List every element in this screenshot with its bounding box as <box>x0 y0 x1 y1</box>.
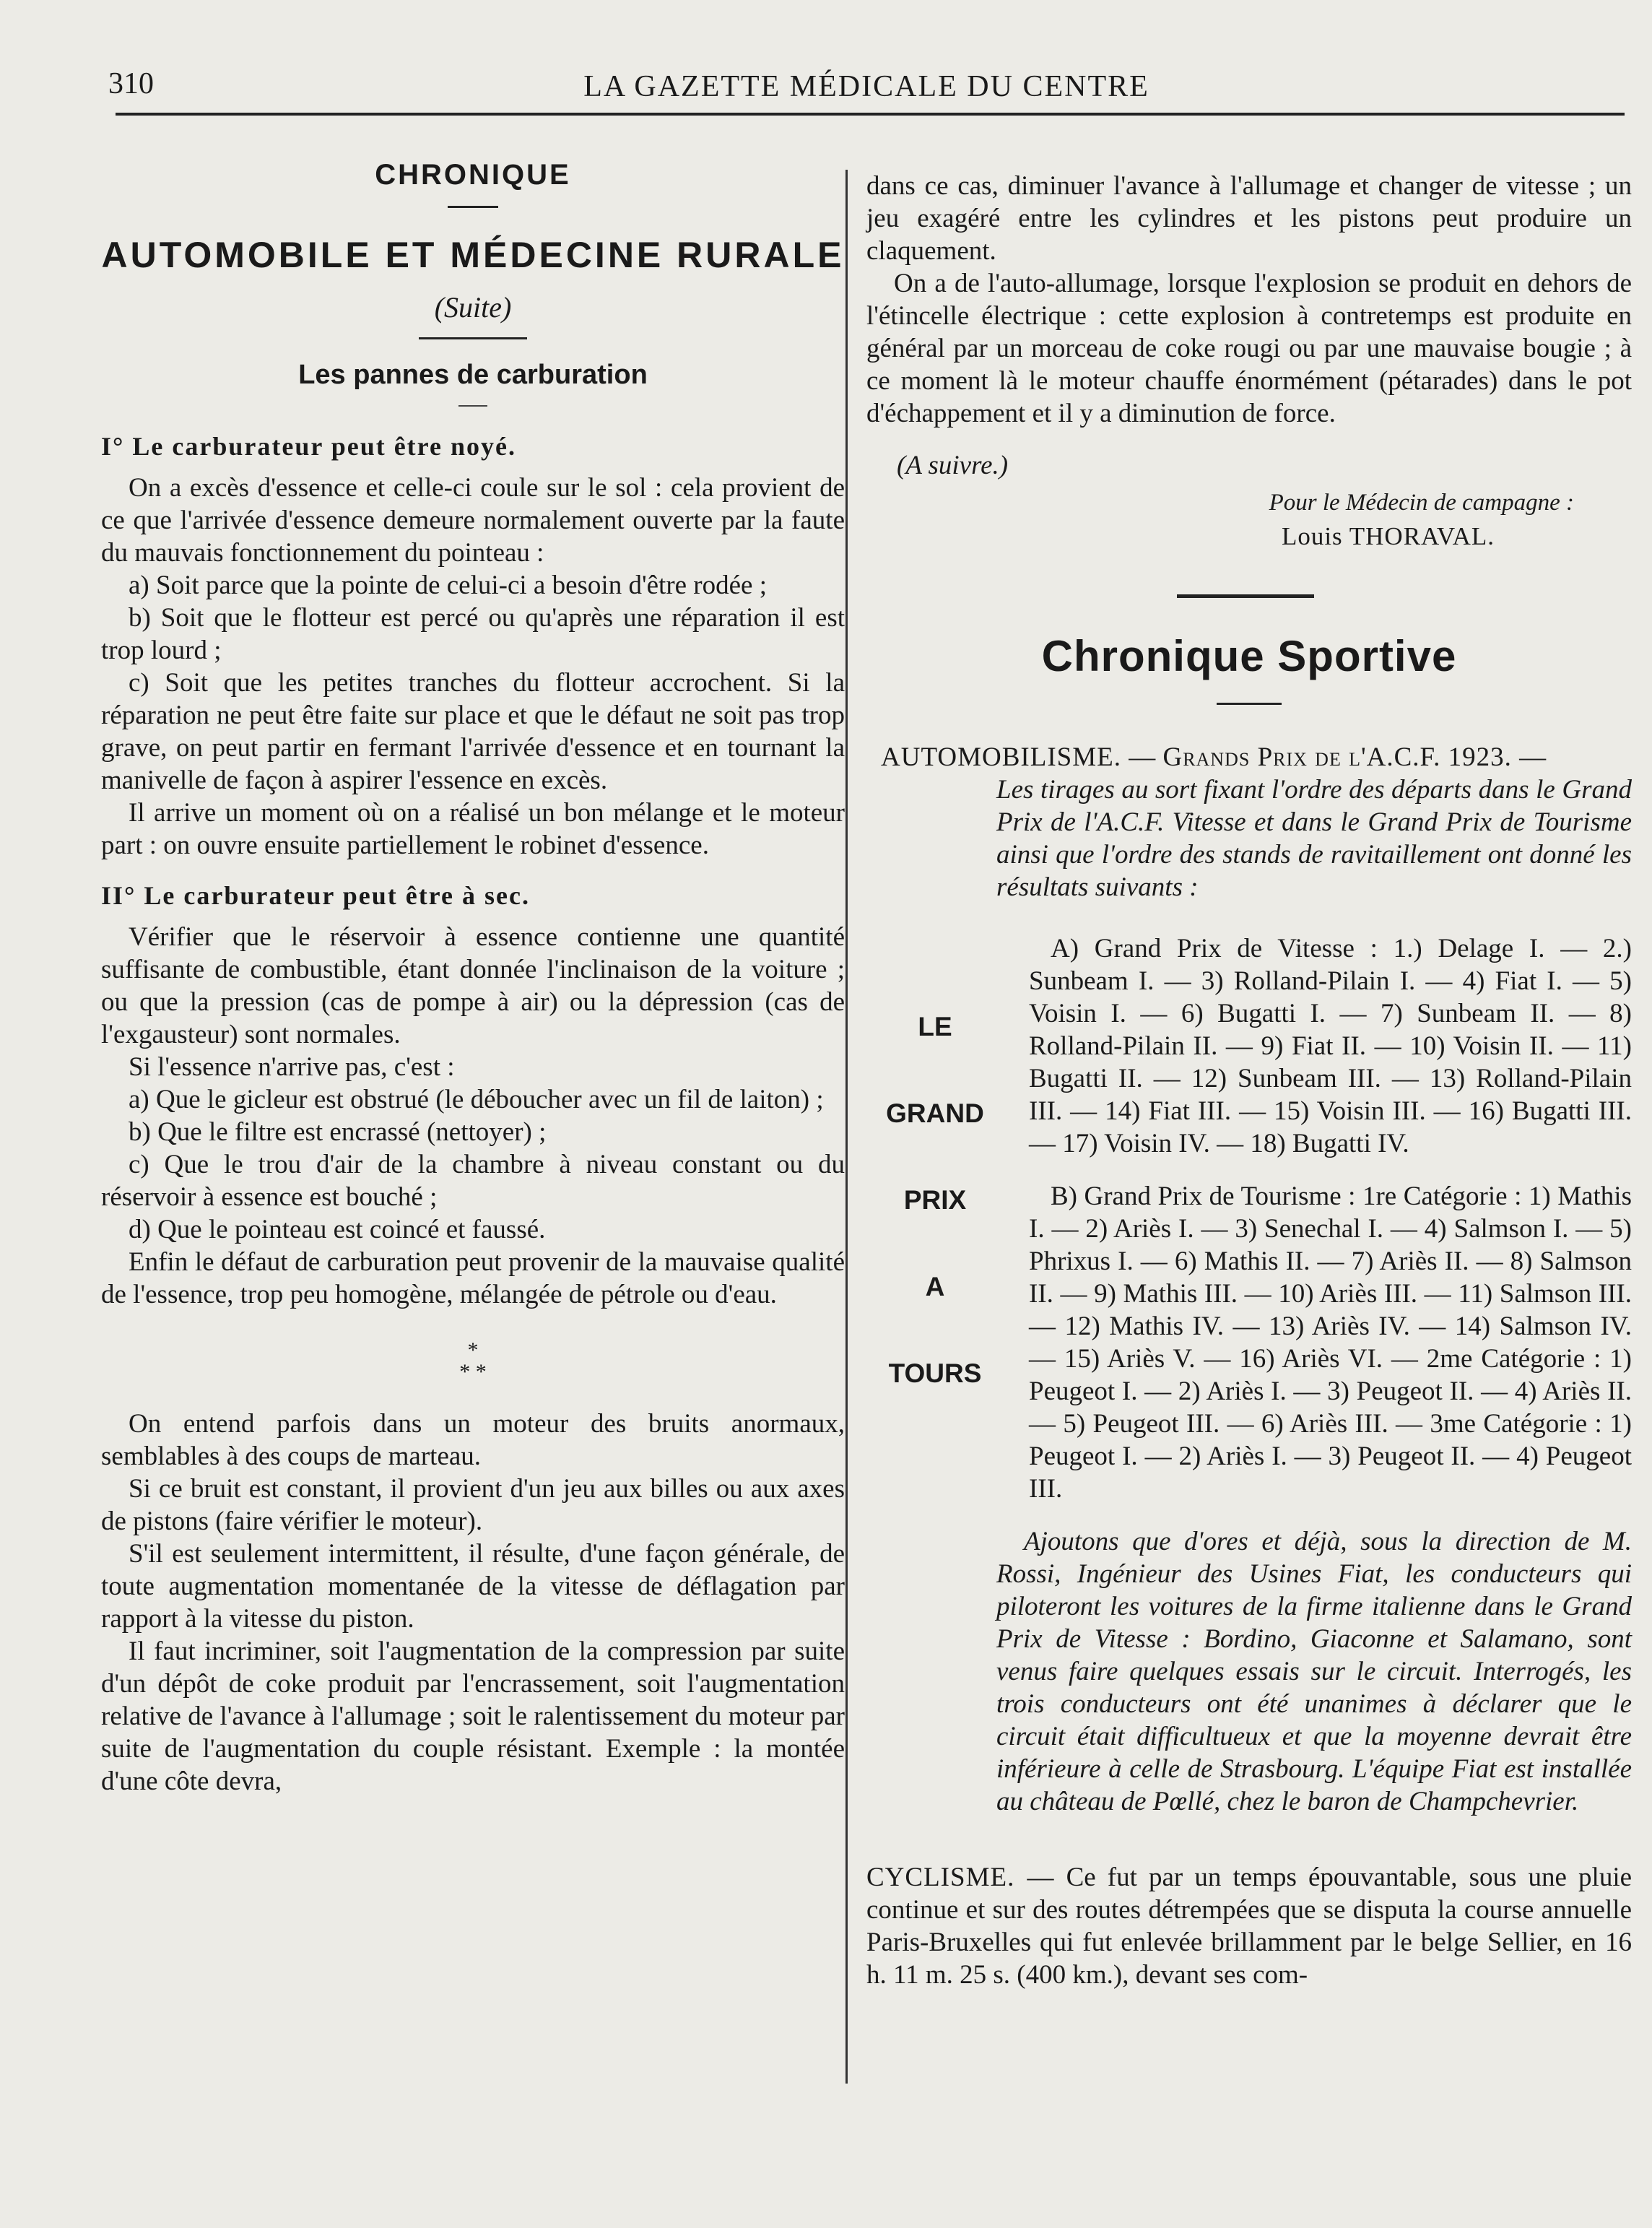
signature-name: Louis THORAVAL. <box>1281 522 1495 550</box>
section-separator <box>101 1340 845 1383</box>
paragraph: On a excès d'essence et celle-ci coule sur le sol : cela provient de ce que l'arrivée d'essence demeure normalement ouverte par la faute du mauvais fonctionnement du pointeau : <box>101 473 845 568</box>
rubric-label: CYCLISME. — <box>866 1863 1055 1892</box>
side-label-word: A <box>925 1272 945 1301</box>
column-divider <box>845 170 848 2084</box>
paragraph: dans ce cas, diminuer l'avance à l'allumage et changer de vitesse ; un jeu exagéré entre les cylindres et les pistons peut produire un claquement. <box>866 171 1632 266</box>
automobilisme-rubric <box>881 741 1632 773</box>
results-tourisme: B) Grand Prix de Tourisme : 1re Catégorie : 1) Mathis I. — 2) Ariès I. — 3) Senechal I. — 4) Salmson I. — 5) Phrixus I. — 6) Mathis II. — 7) Ariès II. — 8) Salmson II. — 9) Mathis III. — 10) Ariès III. — 11) Salmson III. — 12) Mathis IV. — 13) Ariès IV. — 14) Salmson IV. — 15) Ariès V. — 16) Ariès VI. — 2me Catégorie : 1) Peugeot I. — 2) Ariès I. — 3) Peugeot II. — 4) Ariès II. — 5) Peugeot III. — 6) Ariès III. — 3me Catégorie : 1) Peugeot I. — 2) Ariès I. — 3) Peugeot II. — 4) Peugeot III. <box>1029 1182 1632 1504</box>
article-suite: (Suite) <box>434 291 512 324</box>
paragraph: d) Que le pointeau est coincé et faussé. <box>129 1215 546 1244</box>
side-label-word: GRAND <box>886 1098 984 1128</box>
left-column <box>101 159 845 1798</box>
paragraph: Il arrive un moment où on a réalisé un bon mélange et le moteur part : on ouvre ensuite partiellement le robinet d'essence. <box>101 798 845 860</box>
rubric-intro: Les tirages au sort fixant l'ordre des départs dans le Grand Prix de l'A.C.F. Vitesse et dans le Grand Prix de Tourisme ainsi que l'ordre des stands de ravitaillement ont donné les résultats suivants : <box>996 775 1632 902</box>
header-rule <box>116 113 1625 116</box>
cyclisme-rubric <box>866 1861 1632 1991</box>
paragraph: b) Soit que le flotteur est percé ou qu'après une réparation il est trop lourd ; <box>101 603 845 665</box>
results-vitesse: A) Grand Prix de Vitesse : 1.) Delage I. — 2.) Sunbeam I. — 3) Rolland-Pilain I. — 4) Fiat I. — 5) Voisin I. — 6) Bugatti I. — 7) Sunbeam II. — 8) Rolland-Pilain II. — 9) Fiat II. — 10) Voisin II. — 11) Bugatti II. — 12) Sunbeam III. — 13) Rolland-Pilain III. — 14) Fiat III. — 15) Voisin III. — 16) Bugatti III. — 17) Voisin IV. — 18) Bugatti IV. <box>1029 934 1632 1158</box>
paragraph: On entend parfois dans un moteur des bruits anormaux, semblables à des coups de marteau. <box>101 1409 845 1471</box>
side-label-word: LE <box>918 1012 952 1041</box>
separator-star-bottom: * * <box>459 1360 487 1384</box>
paragraph: c) Que le trou d'air de la chambre à niveau constant ou du réservoir à essence est bouché ; <box>101 1150 845 1212</box>
grand-prix-side-label <box>881 1012 989 1445</box>
paragraph: a) Que le gicleur est obstrué (le déboucher avec un fil de laiton) ; <box>129 1085 824 1114</box>
kicker-rule <box>448 206 498 208</box>
separator-star-top: * <box>467 1338 479 1362</box>
side-label-word: PRIX <box>903 1185 967 1215</box>
rubric-label: AUTOMOBILISME. — <box>881 742 1157 772</box>
paragraph: Si ce bruit est constant, il provient d'un jeu aux billes ou aux axes de pistons (faire vérifier le moteur). <box>101 1474 845 1536</box>
signature-line: Pour le Médecin de campagne : <box>1269 490 1574 516</box>
article-subhead: Les pannes de carburation <box>298 360 648 390</box>
paragraph: c) Soit que les petites tranches du flotteur accrochent. Si la réparation ne peut être faite sur place et que le défaut ne soit pas trop grave, on peut partir en fermant l'arrivée d'essence et en tournant la manivelle de façon à aspirer l'essence en excès. <box>101 668 845 795</box>
paragraph: b) Que le filtre est encrassé (nettoyer) ; <box>129 1117 547 1147</box>
fiat-paragraph: Ajoutons que d'ores et déjà, sous la direction de M. Rossi, Ingénieur des Usines Fiat, les conducteurs qui piloteront les voitures de la firme italienne dans le Grand Prix de Vitesse : Bordino, Giaconne et Salamano, sont venus faire quelques essais sur le circuit. Interrogés, les trois conducteurs ont été unanimes à déclarer que le circuit était difficultueux et que la moyenne devrait être inférieure à celle de Strasbourg. L'équipe Fiat est installée au château de Pœllé, chez le baron de Champchevrier. <box>996 1527 1632 1816</box>
sport-title: Chronique Sportive <box>1041 632 1457 680</box>
sport-section-rule <box>1177 594 1314 598</box>
right-column <box>866 170 1632 1991</box>
to-be-continued: (A suivre.) <box>897 451 1009 480</box>
paragraph: Vérifier que le réservoir à essence contienne une quantité suffisante de combustible, étant donnée l'inclinaison de la voiture ; ou que la pression (cas de pompe à air) ou la dépression (cas de l'exgausteur) sont normales. <box>101 922 845 1049</box>
journal-title: LA GAZETTE MÉDICALE DU CENTRE <box>583 70 1149 103</box>
section-title-2: II° Le carburateur peut être à sec. <box>101 881 530 910</box>
section-title-1: I° Le carburateur peut être noyé. <box>101 432 516 461</box>
paragraph: S'il est seulement intermittent, il résulte, d'une façon générale, de toute augmentation momentanée de la vitesse de déflagation par rapport à la vitesse du piston. <box>101 1539 845 1634</box>
page-number: 310 <box>108 67 154 100</box>
running-head <box>108 66 1625 110</box>
grand-prix-results <box>1029 932 1632 1505</box>
suite-rule <box>419 337 527 339</box>
paragraph: Enfin le défaut de carburation peut provenir de la mauvaise qualité de l'essence, trop peu homogène, mélangée de pétrole ou d'eau. <box>101 1247 845 1309</box>
cyclisme-text: Ce fut par un temps épouvantable, sous une pluie continue et sur des routes détrempées que se disputa la course annuelle Paris-Bruxelles qui fut enlevée brillamment par le belge Sellier, en 16 h. 11 m. 25 s. (400 km.), devant ses com- <box>866 1863 1633 1990</box>
sport-title-rule <box>1217 703 1282 705</box>
paragraph: a) Soit parce que la pointe de celui-ci a besoin d'être rodée ; <box>129 571 768 600</box>
section-kicker: CHRONIQUE <box>375 159 571 191</box>
paragraph: On a de l'auto-allumage, lorsque l'explosion se produit en dehors de l'étincelle électrique : cette explosion à contretemps est produite en général par un morceau de coke rougi ou par une mauvaise bougie ; à ce moment là le moteur chauffe énormément (pétarades) dans le pot d'échappement et il y a diminution de force. <box>866 269 1632 428</box>
rubric-subtitle: Grands Prix de l'A.C.F. 1923. — <box>1162 742 1547 772</box>
paragraph: Il faut incriminer, soit l'augmentation de la compression par suite d'un dépôt de coke produit par l'encrassement, soit l'augmentation relative de l'avance à l'allumage ; soit le ralentissement du moteur par suite de l'augmentation du couple résistant. Exemple : la montée d'une côte devra, <box>101 1637 845 1796</box>
subhead-rule <box>458 405 487 407</box>
paragraph: Si l'essence n'arrive pas, c'est : <box>129 1052 455 1082</box>
grand-prix-block <box>866 932 1632 1505</box>
article-headline: AUTOMOBILE ET MÉDECINE RURALE <box>101 235 845 275</box>
side-label-word: TOURS <box>888 1358 982 1388</box>
